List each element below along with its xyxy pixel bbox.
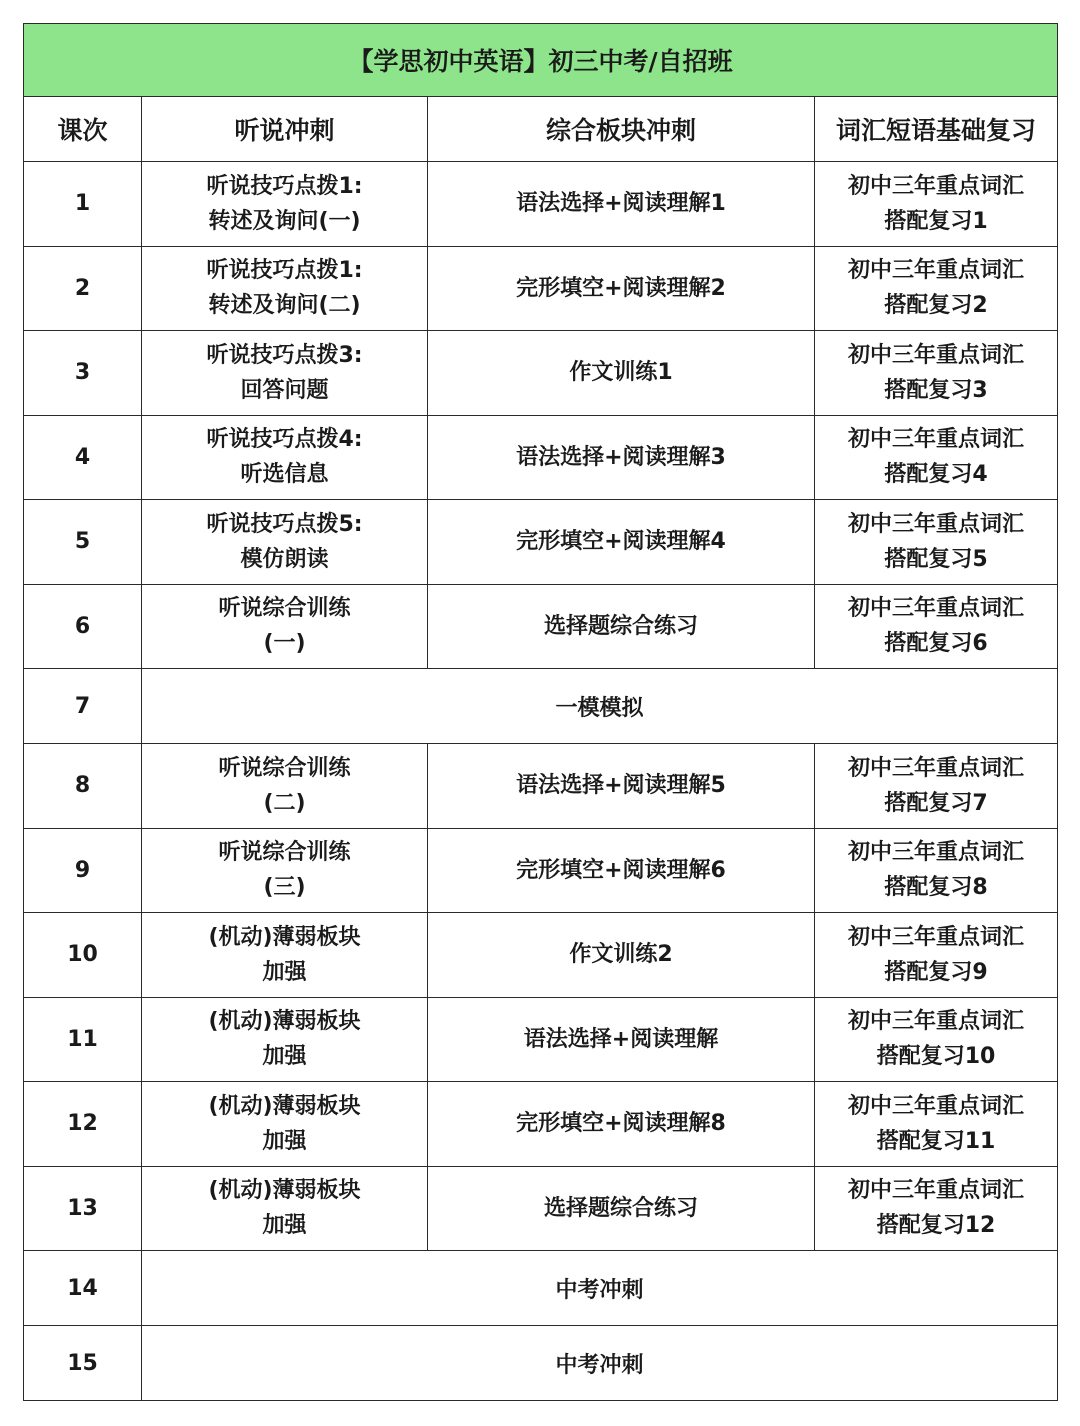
table-row [24, 1326, 1058, 1401]
cell-line: 初中三年重点词汇 [848, 511, 1025, 537]
cell-line: 搭配复习6 [884, 631, 988, 657]
cell-line: 回答问题 [240, 377, 329, 403]
lesson-number: 15 [24, 1326, 142, 1401]
table-row [24, 744, 1058, 829]
table-row [24, 913, 1058, 998]
lesson-number: 12 [24, 1082, 142, 1167]
lesson-number: 14 [24, 1251, 142, 1326]
table-row [24, 1251, 1058, 1326]
listening-speaking-cell [142, 331, 428, 416]
header-comprehensive: 综合板块冲刺 [428, 97, 815, 162]
listening-speaking-cell [142, 1166, 428, 1251]
cell-line: 搭配复习1 [884, 208, 988, 234]
cell-line: (机动)薄弱板块 [208, 1009, 361, 1035]
cell-line: 听说技巧点拨1: [206, 258, 363, 284]
lesson-number: 10 [24, 913, 142, 998]
table-row [24, 669, 1058, 744]
comprehensive-cell: 完形填空+阅读理解6 [428, 828, 815, 913]
comprehensive-cell: 作文训练1 [428, 331, 815, 416]
lesson-number: 2 [24, 246, 142, 331]
table-row [24, 415, 1058, 500]
listening-speaking-cell [142, 584, 428, 669]
lesson-number: 9 [24, 828, 142, 913]
comprehensive-cell: 语法选择+阅读理解3 [428, 415, 815, 500]
lesson-number: 11 [24, 997, 142, 1082]
header-lesson: 课次 [24, 97, 142, 162]
cell-line: (一) [263, 631, 306, 657]
lesson-number: 3 [24, 331, 142, 416]
cell-line: 初中三年重点词汇 [848, 258, 1025, 284]
lesson-number: 4 [24, 415, 142, 500]
table-row [24, 584, 1058, 669]
cell-line: 搭配复习12 [876, 1213, 996, 1239]
cell-line: (机动)薄弱板块 [208, 1178, 361, 1204]
cell-line: 听说技巧点拨3: [206, 342, 363, 368]
comprehensive-cell: 完形填空+阅读理解4 [428, 500, 815, 585]
cell-line: 初中三年重点词汇 [848, 173, 1025, 199]
comprehensive-cell: 选择题综合练习 [428, 584, 815, 669]
cell-line: 听说综合训练 [218, 596, 351, 622]
cell-line: 加强 [262, 1213, 307, 1239]
cell-line: 模仿朗读 [240, 546, 329, 572]
vocabulary-cell [815, 246, 1058, 331]
cell-line: 初中三年重点词汇 [848, 342, 1025, 368]
course-table-container [23, 23, 1057, 1403]
listening-speaking-cell [142, 246, 428, 331]
cell-line: 搭配复习10 [876, 1044, 996, 1070]
vocabulary-cell [815, 828, 1058, 913]
vocabulary-cell [815, 162, 1058, 247]
lesson-number: 8 [24, 744, 142, 829]
vocabulary-cell [815, 1166, 1058, 1251]
listening-speaking-cell [142, 997, 428, 1082]
listening-speaking-cell [142, 913, 428, 998]
vocabulary-cell [815, 500, 1058, 585]
comprehensive-cell: 语法选择+阅读理解5 [428, 744, 815, 829]
cell-line: 听选信息 [240, 462, 329, 488]
table-row [24, 331, 1058, 416]
lesson-number: 13 [24, 1166, 142, 1251]
table-header-row [24, 97, 1058, 162]
listening-speaking-cell [142, 828, 428, 913]
cell-line: 搭配复习11 [876, 1128, 996, 1154]
merged-cell: 一模模拟 [142, 669, 1058, 744]
cell-line: (二) [263, 790, 306, 816]
cell-line: 搭配复习3 [884, 377, 988, 403]
listening-speaking-cell [142, 415, 428, 500]
vocabulary-cell [815, 997, 1058, 1082]
cell-line: 加强 [262, 1044, 307, 1070]
vocabulary-cell [815, 415, 1058, 500]
comprehensive-cell: 语法选择+阅读理解 [428, 997, 815, 1082]
comprehensive-cell: 作文训练2 [428, 913, 815, 998]
comprehensive-cell: 选择题综合练习 [428, 1166, 815, 1251]
cell-line: 听说技巧点拨1: [206, 173, 363, 199]
vocabulary-cell [815, 744, 1058, 829]
lesson-number: 7 [24, 669, 142, 744]
cell-line: 初中三年重点词汇 [848, 755, 1025, 781]
header-listening-speaking: 听说冲刺 [142, 97, 428, 162]
cell-line: 听说技巧点拨4: [206, 427, 363, 453]
cell-line: 听说技巧点拨5: [206, 511, 363, 537]
cell-line: 听说综合训练 [218, 755, 351, 781]
vocabulary-cell [815, 584, 1058, 669]
table-row [24, 500, 1058, 585]
cell-line: 初中三年重点词汇 [848, 1178, 1025, 1204]
merged-cell: 中考冲刺 [142, 1326, 1058, 1401]
cell-line: 加强 [262, 959, 307, 985]
cell-line: 初中三年重点词汇 [848, 924, 1025, 950]
vocabulary-cell [815, 1082, 1058, 1167]
vocabulary-cell [815, 331, 1058, 416]
listening-speaking-cell [142, 162, 428, 247]
cell-line: 初中三年重点词汇 [848, 840, 1025, 866]
cell-line: (机动)薄弱板块 [208, 924, 361, 950]
listening-speaking-cell [142, 500, 428, 585]
table-row [24, 1166, 1058, 1251]
cell-line: 初中三年重点词汇 [848, 596, 1025, 622]
cell-line: 搭配复习2 [884, 293, 988, 319]
lesson-number: 5 [24, 500, 142, 585]
cell-line: (机动)薄弱板块 [208, 1093, 361, 1119]
table-row [24, 246, 1058, 331]
cell-line: 搭配复习8 [884, 875, 988, 901]
cell-line: 搭配复习9 [884, 959, 988, 985]
listening-speaking-cell [142, 744, 428, 829]
cell-line: 加强 [262, 1128, 307, 1154]
listening-speaking-cell [142, 1082, 428, 1167]
comprehensive-cell: 完形填空+阅读理解2 [428, 246, 815, 331]
cell-line: 初中三年重点词汇 [848, 1093, 1025, 1119]
table-row [24, 997, 1058, 1082]
table-row [24, 828, 1058, 913]
cell-line: 初中三年重点词汇 [848, 1009, 1025, 1035]
cell-line: (三) [263, 875, 306, 901]
table-row [24, 162, 1058, 247]
cell-line: 搭配复习5 [884, 546, 988, 572]
table-row [24, 1082, 1058, 1167]
cell-line: 转述及询问(二) [208, 293, 361, 319]
table-title: 【学思初中英语】初三中考/自招班 [24, 24, 1058, 97]
cell-line: 转述及询问(一) [208, 208, 361, 234]
cell-line: 搭配复习4 [884, 462, 988, 488]
course-schedule-table [23, 23, 1058, 1401]
merged-cell: 中考冲刺 [142, 1251, 1058, 1326]
comprehensive-cell: 语法选择+阅读理解1 [428, 162, 815, 247]
lesson-number: 1 [24, 162, 142, 247]
cell-line: 搭配复习7 [884, 790, 988, 816]
cell-line: 初中三年重点词汇 [848, 427, 1025, 453]
lesson-number: 6 [24, 584, 142, 669]
header-vocabulary: 词汇短语基础复习 [815, 97, 1058, 162]
cell-line: 听说综合训练 [218, 840, 351, 866]
vocabulary-cell [815, 913, 1058, 998]
comprehensive-cell: 完形填空+阅读理解8 [428, 1082, 815, 1167]
